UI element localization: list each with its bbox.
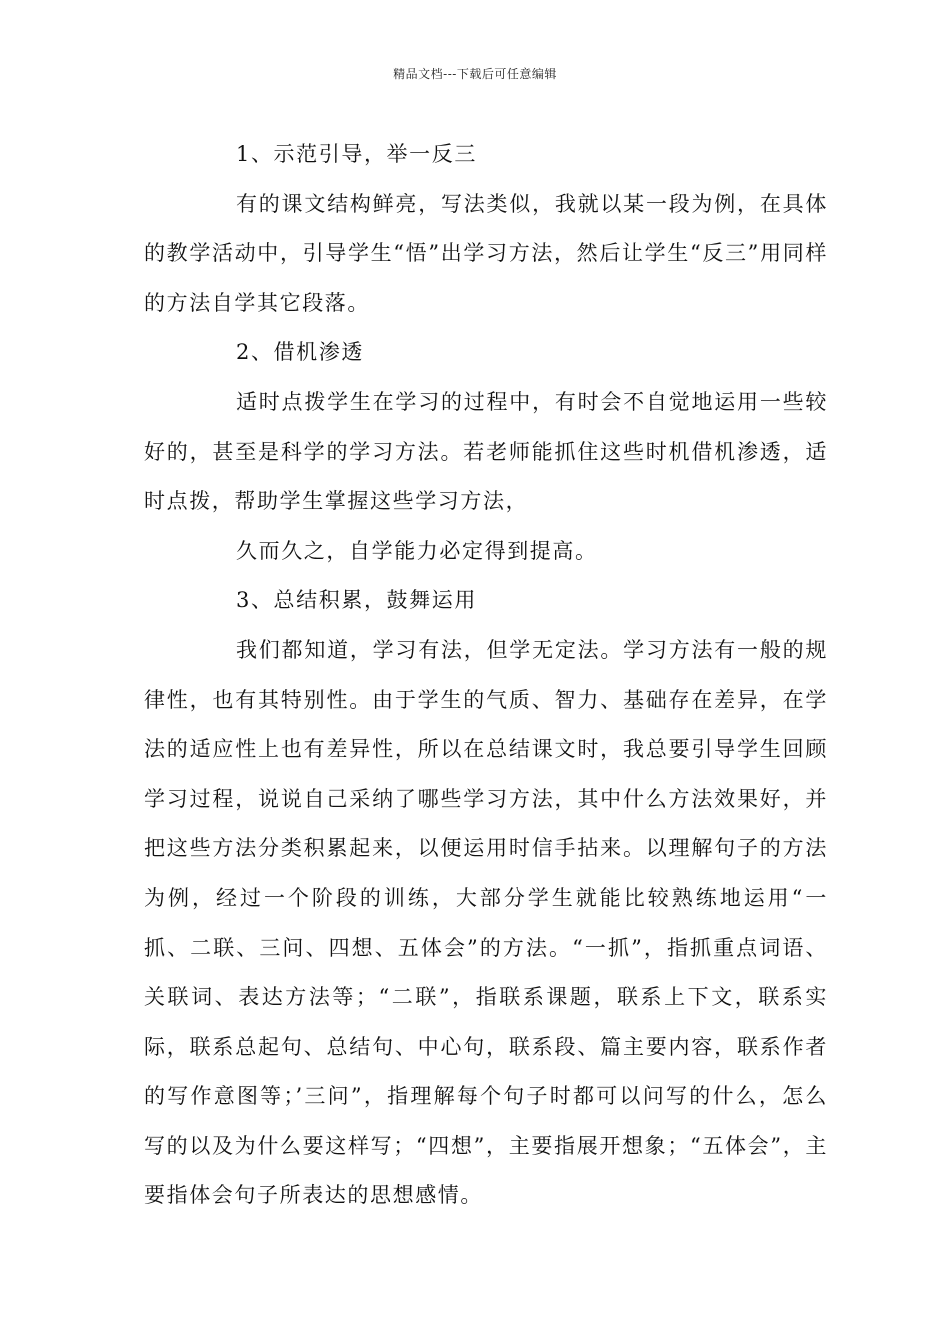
paragraph-3: 久而久之，自学能力必定得到提高。 xyxy=(236,538,598,563)
paragraph-2: 适时点拨学生在学习的过程中，有时会不自觉地运用一些较好的，甚至是科学的学习方法。若老师能抓住这些时机借机渗透，适时点拨，帮助学生掌握这些学习方法， xyxy=(144,389,828,514)
paragraph-4: 我们都知道，学习有法，但学无定法。学习方法有一般的规律性，也有其特别性。由于学生的气质、智力、基础存在差异，在学法的适应性上也有差异性，所以在总结课文时，我总要引导学生回顾学习过程，说说自己采纳了哪些学习方法，其中什么方法效果好，并把这些方法分类积累起来，以便运用时信手拈来。以理解句子的方法为例，经过一个阶段的训练，大部分学生就能比较熟练地运用“一抓、二联、三问、四想、五体会”的方法。“一抓”，指抓重点词语、关联词、表达方法等；“二联”，指联系课题，联系上下文，联系实际，联系总起句、总结句、中心句，联系段、篇主要内容，联系作者的写作意图等；’三问”，指理解每个句子时都可以问写的什么，怎么写的以及为什么要这样写；“四想”，主要指展开想象；“五体会”，主要指体会句子所表达的思想感情。 xyxy=(144,637,828,1208)
section-heading-1: 1、示范引导，举一反三 xyxy=(236,142,477,166)
section-heading-2: 2、借机渗透 xyxy=(236,340,364,365)
paragraph-1: 有的课文结构鲜亮，写法类似，我就以某一段为例，在具体的教学活动中，引导学生“悟”出学习方法，然后让学生“反三”用同样的方法自学其它段落。 xyxy=(144,191,828,315)
document-body xyxy=(144,130,828,1221)
section-heading-3: 3、总结积累，鼓舞运用 xyxy=(236,588,477,613)
page-header: 精品文档---下载后可任意编辑 xyxy=(393,67,557,81)
